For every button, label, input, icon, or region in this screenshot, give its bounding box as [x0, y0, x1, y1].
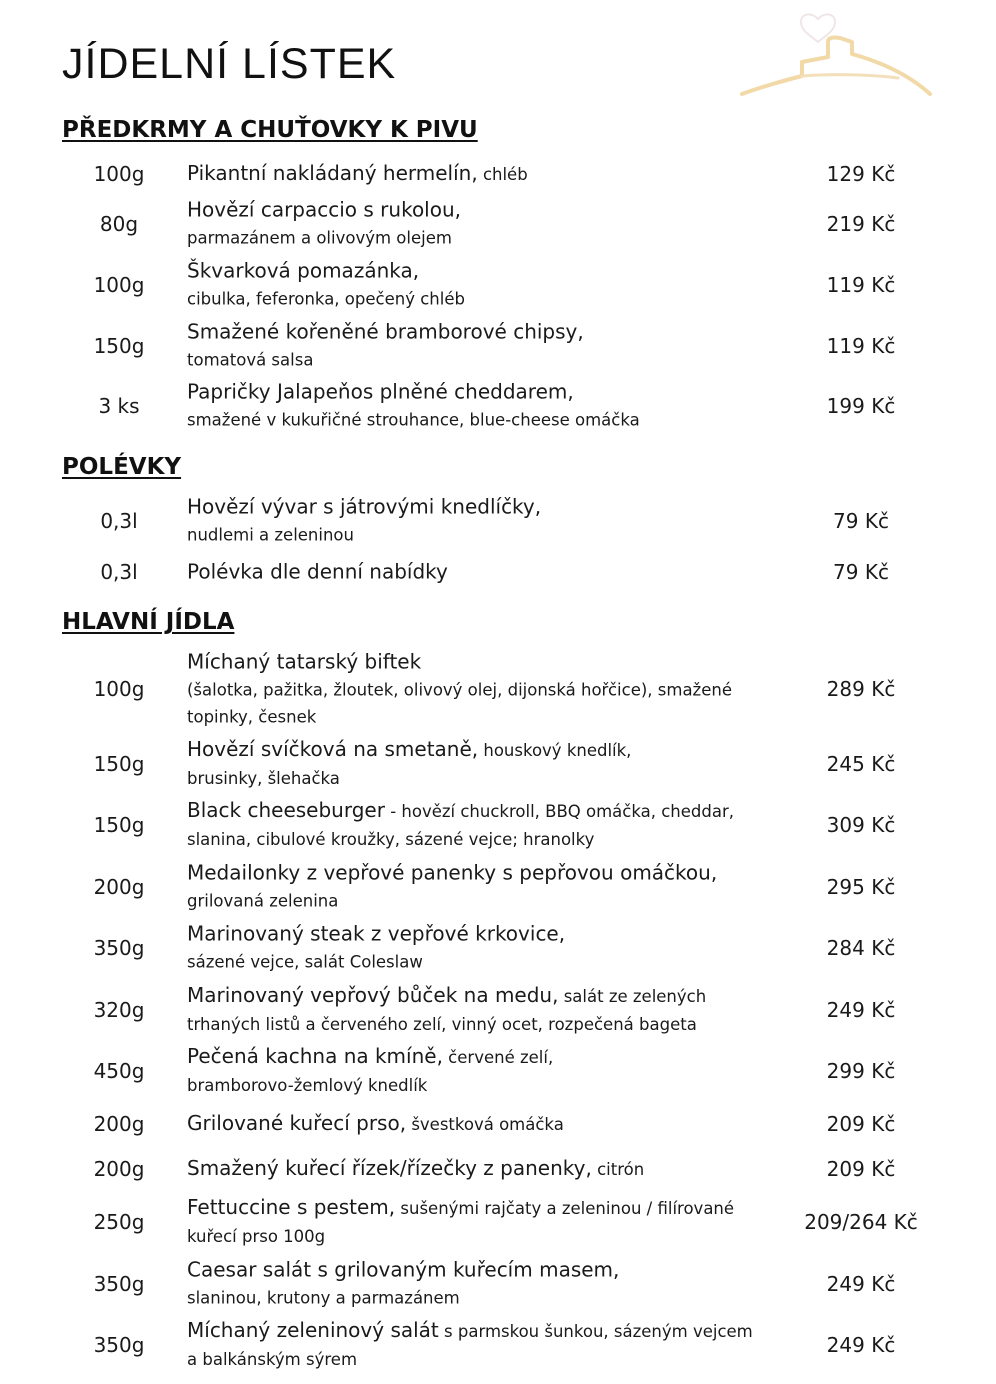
item-description: parmazánem a olivovým olejem	[187, 228, 452, 247]
item-price: 245 Kč	[826, 751, 896, 776]
item-description: trhaných listů a červeného zelí, vinný ocet, rozpečená bageta	[187, 1014, 697, 1034]
menu-item	[0, 1109, 996, 1139]
item-price: 209/264 Kč	[804, 1209, 918, 1234]
item-name: Marinovaný steak z vepřové krkovice,	[187, 921, 566, 945]
item-quantity: 3 ks	[98, 393, 140, 418]
item-price: 219 Kč	[826, 211, 896, 236]
item-price: 249 Kč	[826, 1271, 896, 1296]
item-description: bramborovo-žemlový knedlík	[187, 1075, 428, 1095]
item-name: Pikantní nakládaný hermelín,	[187, 161, 478, 185]
item-inline-detail: citrón	[591, 1160, 645, 1179]
item-inline-detail: chléb	[477, 165, 528, 184]
item-inline-detail: salát ze zelených	[558, 986, 707, 1006]
item-description: grilovaná zelenina	[187, 891, 339, 910]
menu-item	[0, 647, 996, 731]
item-quantity: 350g	[93, 1332, 145, 1357]
item-description: kuřecí prso 100g	[187, 1226, 326, 1246]
item-price: 284 Kč	[826, 935, 896, 960]
item-name: Polévka dle denní nabídky	[187, 559, 448, 584]
item-description: a balkánským sýrem	[187, 1349, 358, 1369]
item-price: 119 Kč	[826, 272, 896, 297]
item-inline-detail: červené zelí,	[442, 1047, 554, 1067]
item-inline-detail: sušenými rajčaty a zeleninou / filírované	[395, 1198, 735, 1218]
item-name: Fettuccine s pestem,	[187, 1194, 396, 1219]
item-quantity: 0,3l	[100, 508, 138, 533]
item-name: Grilované kuřecí prso,	[187, 1111, 407, 1135]
item-quantity: 150g	[93, 333, 145, 358]
item-quantity: 0,3l	[100, 560, 138, 584]
item-quantity: 200g	[93, 1112, 145, 1136]
item-name: Papričky Jalapeňos plněné cheddarem,	[187, 379, 574, 403]
item-quantity: 80g	[99, 211, 139, 236]
item-name: Smažený kuřecí řízek/řízečky z panenky,	[187, 1156, 592, 1180]
menu-item	[0, 1255, 996, 1312]
item-quantity: 100g	[93, 162, 145, 186]
section-heading-appetizers: PŘEDKRMY A CHUŤOVKY K PIVU	[62, 117, 478, 143]
menu-item	[0, 195, 996, 252]
item-price: 209 Kč	[826, 1157, 896, 1181]
item-description: sázené vejce, salát Coleslaw	[187, 952, 423, 971]
item-price: 309 Kč	[826, 812, 896, 837]
item-price: 289 Kč	[826, 677, 896, 701]
menu-item	[0, 377, 996, 434]
item-description: cibulka, feferonka, opečený chléb	[187, 289, 465, 308]
item-price: 249 Kč	[826, 997, 896, 1022]
menu-item	[0, 256, 996, 313]
item-name: Smažené kořeněné bramborové chipsy,	[187, 319, 584, 343]
page-title: JÍDELNÍ LÍSTEK	[62, 40, 397, 88]
menu-item	[0, 557, 996, 587]
item-quantity: 100g	[93, 677, 145, 701]
item-quantity: 200g	[93, 1157, 145, 1181]
item-quantity: 150g	[93, 751, 145, 776]
item-name: Pečená kachna na kmíně,	[187, 1043, 443, 1068]
item-description: smažené v kukuřičné strouhance, blue-cheese omáčka	[187, 410, 640, 429]
item-name: Black cheeseburger	[187, 797, 385, 822]
item-description: brusinky, šlehačka	[187, 768, 340, 788]
item-quantity: 150g	[93, 812, 145, 837]
menu-item	[0, 735, 996, 792]
item-name: Hovězí svíčková na smetaně,	[187, 736, 479, 761]
item-description: slaninou, krutony a parmazánem	[187, 1288, 460, 1307]
item-price: 79 Kč	[833, 560, 889, 584]
item-description: tomatová salsa	[187, 350, 314, 369]
item-inline-detail: - hovězí chuckroll, BBQ omáčka, cheddar,	[384, 801, 734, 821]
menu-item	[0, 981, 996, 1038]
menu-item	[0, 919, 996, 976]
menu-item	[0, 1316, 996, 1373]
item-quantity: 350g	[93, 1271, 145, 1296]
item-name: Míchaný tatarský biftek	[187, 649, 422, 674]
menu-item	[0, 1193, 996, 1250]
item-name: Hovězí vývar s játrovými knedlíčky,	[187, 494, 542, 518]
item-description: (šalotka, pažitka, žloutek, olivový olej, dijonská hořčice), smažené topinky, česnek	[187, 680, 732, 727]
item-price: 79 Kč	[833, 508, 889, 533]
item-name: Hovězí carpaccio s rukolou,	[187, 197, 462, 221]
menu-item	[0, 1042, 996, 1099]
menu-item	[0, 1154, 996, 1184]
menu-item	[0, 796, 996, 853]
item-quantity: 320g	[93, 997, 145, 1022]
item-quantity: 350g	[93, 935, 145, 960]
item-price: 119 Kč	[826, 333, 896, 358]
item-inline-detail: houskový knedlík,	[478, 740, 632, 760]
section-heading-main-dishes: HLAVNÍ JÍDLA	[62, 609, 235, 635]
item-quantity: 250g	[93, 1209, 145, 1234]
menu-item	[0, 317, 996, 374]
item-price: 299 Kč	[826, 1058, 896, 1083]
item-price: 199 Kč	[826, 393, 896, 418]
section-heading-soups: POLÉVKY	[62, 454, 182, 480]
menu-item	[0, 492, 996, 549]
item-name: Medailonky z vepřové panenky s pepřovou omáčkou,	[187, 860, 718, 884]
item-price: 249 Kč	[826, 1332, 896, 1357]
item-description: nudlemi a zeleninou	[187, 525, 354, 544]
item-quantity: 100g	[93, 272, 145, 297]
item-inline-detail: švestková omáčka	[406, 1115, 564, 1134]
menu-item	[0, 159, 996, 189]
item-inline-detail: s parmskou šunkou, sázeným vejcem	[438, 1321, 753, 1341]
heart-hanger-logo	[738, 4, 934, 100]
item-price: 129 Kč	[826, 162, 896, 186]
menu-item	[0, 858, 996, 915]
item-name: Caesar salát s grilovaným kuřecím masem,	[187, 1257, 620, 1281]
item-quantity: 200g	[93, 874, 145, 899]
item-name: Škvarková pomazánka,	[187, 258, 420, 282]
item-price: 295 Kč	[826, 874, 896, 899]
item-price: 209 Kč	[826, 1112, 896, 1136]
item-name: Míchaný zeleninový salát	[187, 1317, 439, 1342]
item-quantity: 450g	[93, 1058, 145, 1083]
item-description: slanina, cibulové kroužky, sázené vejce; hranolky	[187, 829, 595, 849]
item-name: Marinovaný vepřový bůček na medu,	[187, 982, 559, 1007]
